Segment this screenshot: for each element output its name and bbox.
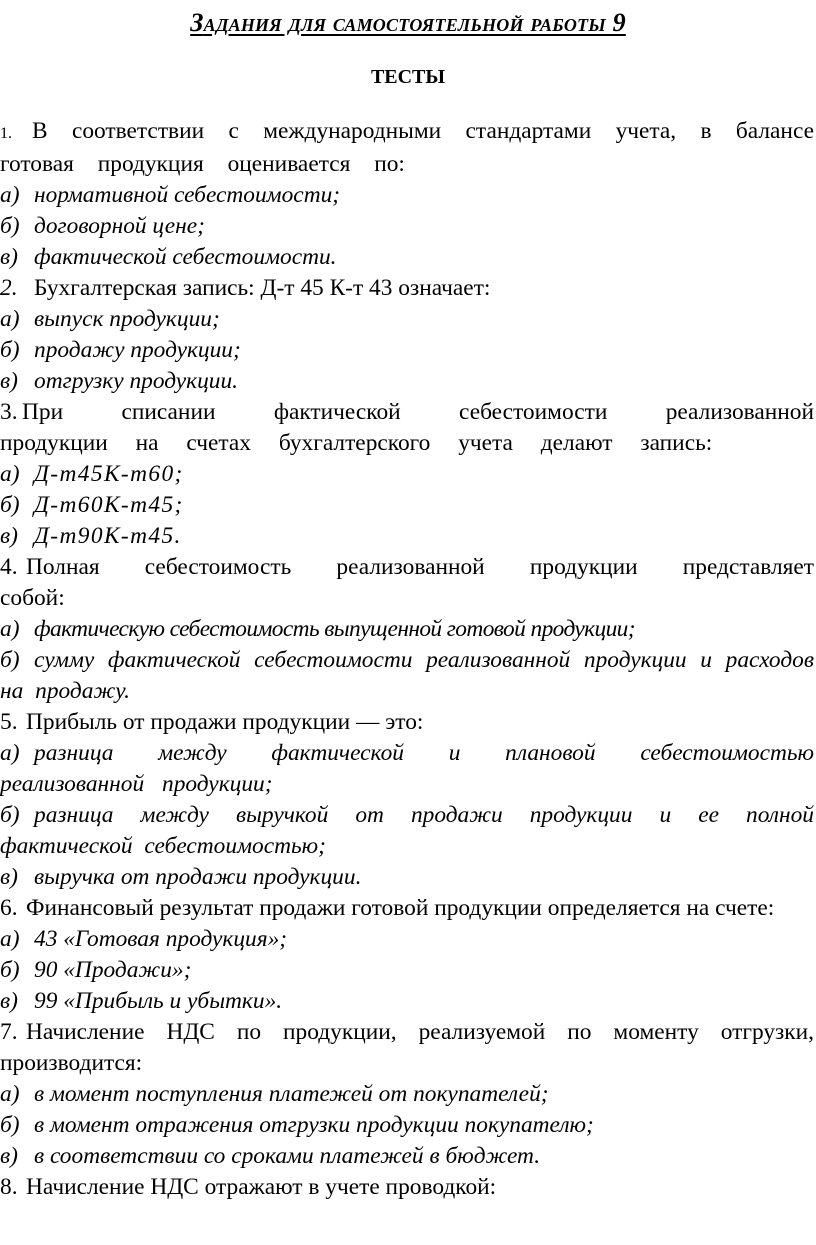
- option-2b: б) продажу продукции;: [0, 337, 241, 363]
- page-title: Задания для самостоятельной работы 9: [190, 8, 626, 37]
- question-8: 8. Начисление НДС отражают в учете проводкой:: [0, 1174, 497, 1200]
- option-3c: в) Д-т90К-т45.: [0, 523, 182, 549]
- section-subtitle: ТЕСТЫ: [370, 66, 446, 88]
- option-3a: а) Д-т45К-т60;: [0, 461, 184, 487]
- option-1a: а) нормативной себестоимости;: [0, 182, 341, 208]
- option-5c: в) выручка от продажи продукции.: [0, 864, 362, 890]
- option-1c: в) фактической себестоимости.: [0, 244, 337, 270]
- option-5a: а) разница между фактической и плановой себестоимостью реализованной продукции;: [0, 740, 814, 797]
- option-6a: а) 43 «Готовая продукция»;: [0, 926, 288, 952]
- option-6b: б) 90 «Продажи»;: [0, 957, 192, 983]
- option-7a: а) в момент поступления платежей от покупателей;: [0, 1081, 549, 1107]
- question-1: 1. В соответствии с международными стандартами учета, в балансе готовая продукция оценивается по:: [0, 118, 814, 177]
- question-2: 2. Бухгалтерская запись: Д-т 45 К-т 43 означает:: [0, 275, 491, 301]
- test-list: [0, 116, 814, 1203]
- option-7c: в) в соответствии со сроками платежей в бюджет.: [0, 1143, 541, 1169]
- option-7b: б) в момент отражения отгрузки продукции покупателю;: [0, 1112, 594, 1138]
- option-2a: а) выпуск продукции;: [0, 306, 220, 332]
- option-3b: б) Д-т60К-т45;: [0, 492, 184, 518]
- question-7: 7. Начисление НДС по продукции, реализуемой по моменту отгрузки, производится:: [0, 1019, 814, 1076]
- option-4b: б) сумму фактической себестоимости реализованной продукции и расходов на продажу.: [0, 647, 814, 704]
- option-6c: в) 99 «Прибыль и убытки».: [0, 988, 283, 1014]
- option-2c: в) отгрузку продукции.: [0, 368, 239, 394]
- option-1b: б) договорной цене;: [0, 213, 205, 239]
- question-5: 5. Прибыль от продажи продукции — это:: [0, 709, 424, 735]
- question-3: 3. При списании фактической себестоимости реализованной продукции на счетах бухгалтерского учета делают запись:: [0, 399, 814, 456]
- question-4: 4. Полная себестоимость реализованной продукции представляет собой:: [0, 554, 814, 611]
- question-6: 6. Финансовый результат продажи готовой продукции определяется на счете:: [0, 895, 775, 921]
- option-5b: б) разница между выручкой от продажи продукции и ее полной фактической себестоимостью;: [0, 802, 814, 859]
- option-4a: а) фактическую себестоимость выпущенной готовой продукции;: [0, 616, 635, 642]
